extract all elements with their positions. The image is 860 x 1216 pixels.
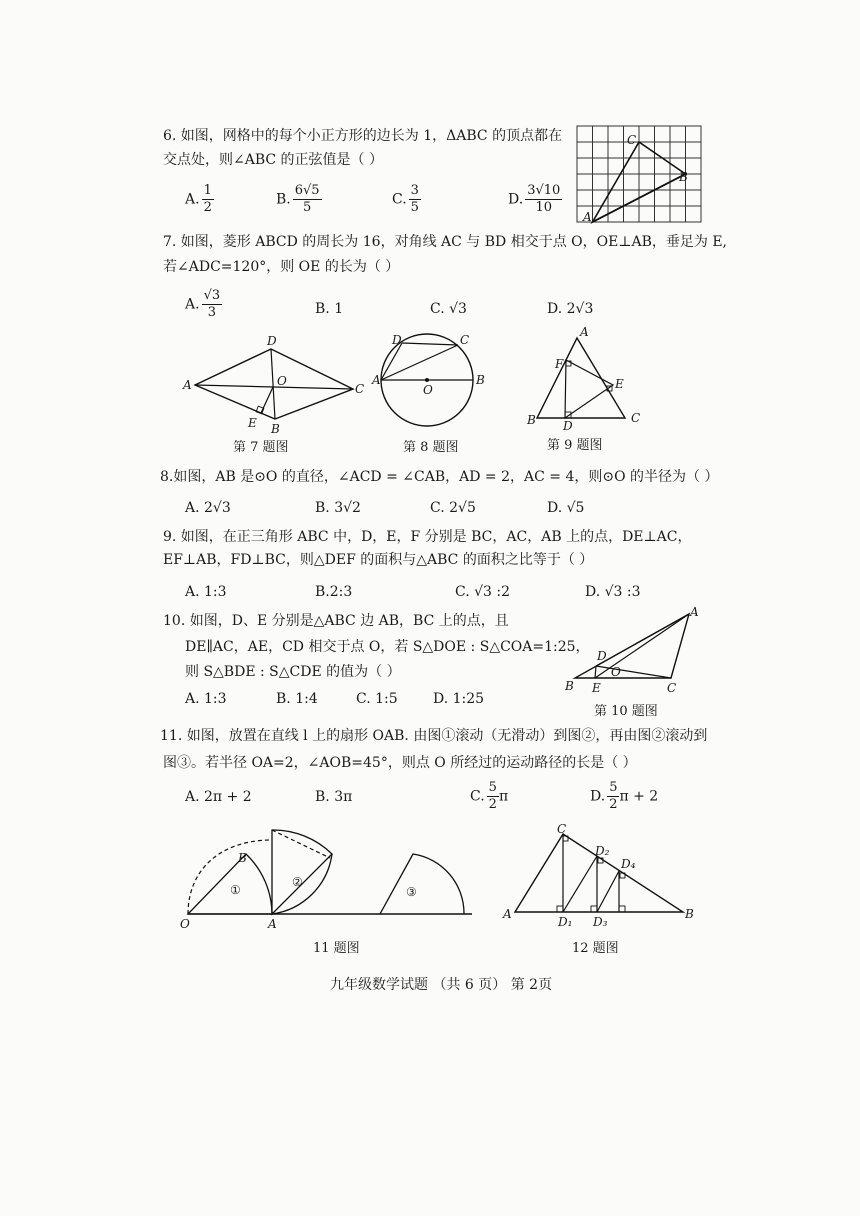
q12-triangle-figure: [503, 822, 703, 929]
q9-line1: 9. 如图，在正三角形 ABC 中，D，E，F 分别是 BC，AC，AB 上的点，DE⊥AC，: [163, 529, 692, 545]
q10-line1: 10. 如图，D、E 分别是△ABC 边 AB，BC 上的点，且: [163, 613, 509, 629]
q11-label-2: ②: [292, 875, 303, 889]
q11-sector-figure: [180, 830, 480, 930]
q9-label-a: A: [580, 325, 589, 339]
q10-label-b: B: [565, 679, 574, 693]
q10-label-d: D: [597, 649, 607, 663]
q10-label-a: A: [690, 605, 699, 619]
q7-label-e: E: [248, 416, 257, 430]
q7-option-b: B. 1: [315, 301, 344, 317]
q11-option-b: B. 3π: [315, 789, 353, 805]
q9-option-a: A. 1:3: [185, 584, 227, 600]
page-footer: 九年级数学试题 （共 6 页） 第 2页: [330, 977, 553, 993]
q6-line2: 交点处，则∠ABC 的正弦值是（ ）: [163, 152, 384, 168]
q7-option-a: A. $\frac{√3}{3}$: [185, 288, 221, 320]
q10-option-c: C. 1:5: [356, 691, 398, 707]
q12-label-c: C: [557, 822, 567, 836]
q8-option-d: D. √5: [547, 500, 585, 516]
q9-option-b: B.2:3: [315, 584, 353, 600]
q7-label-d: D: [267, 334, 277, 348]
q7-option-c: C. √3: [430, 301, 467, 317]
q12-label-a: A: [503, 907, 512, 921]
q12-label-d2: D₂: [595, 844, 610, 858]
q6-label-a: A: [583, 210, 592, 224]
q7-label-a: A: [183, 378, 192, 392]
q10-label-e: E: [592, 681, 601, 695]
q7-line1: 7. 如图，菱形 ABCD 的周长为 16，对角线 AC 与 BD 相交于点 O，OE⊥AB，垂足为 E,: [163, 234, 728, 250]
q8-label-d: D: [392, 333, 402, 347]
q11-label-1: ①: [230, 883, 241, 897]
q8-option-b: B. 3√2: [315, 500, 361, 516]
q11-caption: 11 题图: [313, 941, 360, 956]
q6-option-c: C. $\frac{3}{5}$: [392, 183, 419, 215]
q7-rhombus-figure: [183, 335, 363, 435]
q9-label-e: E: [615, 377, 624, 391]
q10-option-a: A. 1:3: [185, 691, 227, 707]
q12-label-d3: D₃: [593, 915, 608, 929]
q6-option-d: D. $\frac{3√10}{10}$: [508, 183, 561, 215]
q6-line1: 6. 如图，网格中的每个小正方形的边长为 1，ΔABC 的顶点都在: [163, 128, 563, 144]
q7-label-c: C: [355, 382, 365, 396]
q8-circle-figure: [372, 330, 492, 430]
q10-option-d: D. 1:25: [433, 691, 485, 707]
q9-label-d: D: [563, 419, 573, 433]
q9-option-d: D. √3 :3: [585, 584, 641, 600]
q10-triangle-figure: [563, 605, 703, 698]
q11-label-o: O: [180, 917, 190, 931]
q8-caption: 第 8 题图: [403, 440, 459, 455]
q10-label-o: O: [611, 665, 621, 679]
q9-label-f: F: [555, 357, 564, 371]
q8-option-a: A. 2√3: [185, 500, 231, 516]
q8-label-o: O: [423, 383, 433, 397]
q8-label-c: C: [460, 333, 470, 347]
q9-label-c: C: [631, 411, 641, 425]
q8-label-a: A: [372, 373, 381, 387]
q12-label-d1: D₁: [558, 915, 573, 929]
q7-line2: 若∠ADC=120°，则 OE 的长为（ ）: [163, 259, 400, 275]
q6-grid-figure: [577, 126, 701, 222]
q6-option-b: B. $\frac{6√5}{5}$: [276, 183, 320, 215]
q12-label-b: B: [685, 907, 694, 921]
q9-option-c: C. √3 :2: [455, 584, 511, 600]
q11-line2: 图③。若半径 OA=2，∠AOB=45°，则点 O 所经过的运动路径的长是（ ）: [163, 755, 637, 771]
q8-line1: 8.如图，AB 是⊙O 的直径，∠ACD = ∠CAB，AD = 2，AC = 4，则⊙O 的半径为（ ）: [160, 469, 719, 485]
q7-option-d: D. 2√3: [547, 301, 594, 317]
q10-caption: 第 10 题图: [594, 704, 658, 719]
q11-option-a: A. 2π + 2: [185, 789, 252, 805]
q6-option-a: A. $\frac{1}{2}$: [185, 183, 212, 215]
q9-triangle-figure: [527, 325, 647, 433]
q12-caption: 12 题图: [572, 941, 619, 956]
q12-label-d4: D₄: [621, 857, 636, 871]
q9-caption: 第 9 题图: [547, 438, 603, 453]
q11-line1: 11. 如图，放置在直线 l 上的扇形 OAB. 由图①滚动（无滑动）到图②，再由图②滚动到: [160, 728, 708, 744]
q9-label-b: B: [527, 413, 536, 427]
q10-option-b: B. 1:4: [276, 691, 318, 707]
q10-line3: 则 S△BDE : S△CDE 的值为（ ）: [185, 664, 401, 680]
q11-label-3: ③: [406, 885, 417, 899]
q11-label-a: A: [268, 917, 277, 931]
q11-option-d: D. $\frac{5}{2}$ π + 2: [590, 780, 659, 812]
q6-label-c: C: [627, 133, 637, 147]
q10-line2: DE∥AC，AE，CD 相交于点 O，若 S△DOE : S△COA=1:25，: [185, 639, 590, 655]
q6-label-b: B: [679, 170, 688, 184]
q11-label-b: B: [238, 851, 247, 865]
q11-option-c: C. $\frac{5}{2}$ π: [470, 780, 509, 812]
q7-caption: 第 7 题图: [233, 440, 289, 455]
q9-line2: EF⊥AB，FD⊥BC，则△DEF 的面积与△ABC 的面积之比等于（ ）: [163, 552, 594, 568]
q8-label-b: B: [476, 373, 485, 387]
q7-label-b: B: [271, 422, 280, 436]
q7-label-o: O: [277, 374, 287, 388]
q10-label-c: C: [667, 681, 677, 695]
q8-option-c: C. 2√5: [430, 500, 476, 516]
